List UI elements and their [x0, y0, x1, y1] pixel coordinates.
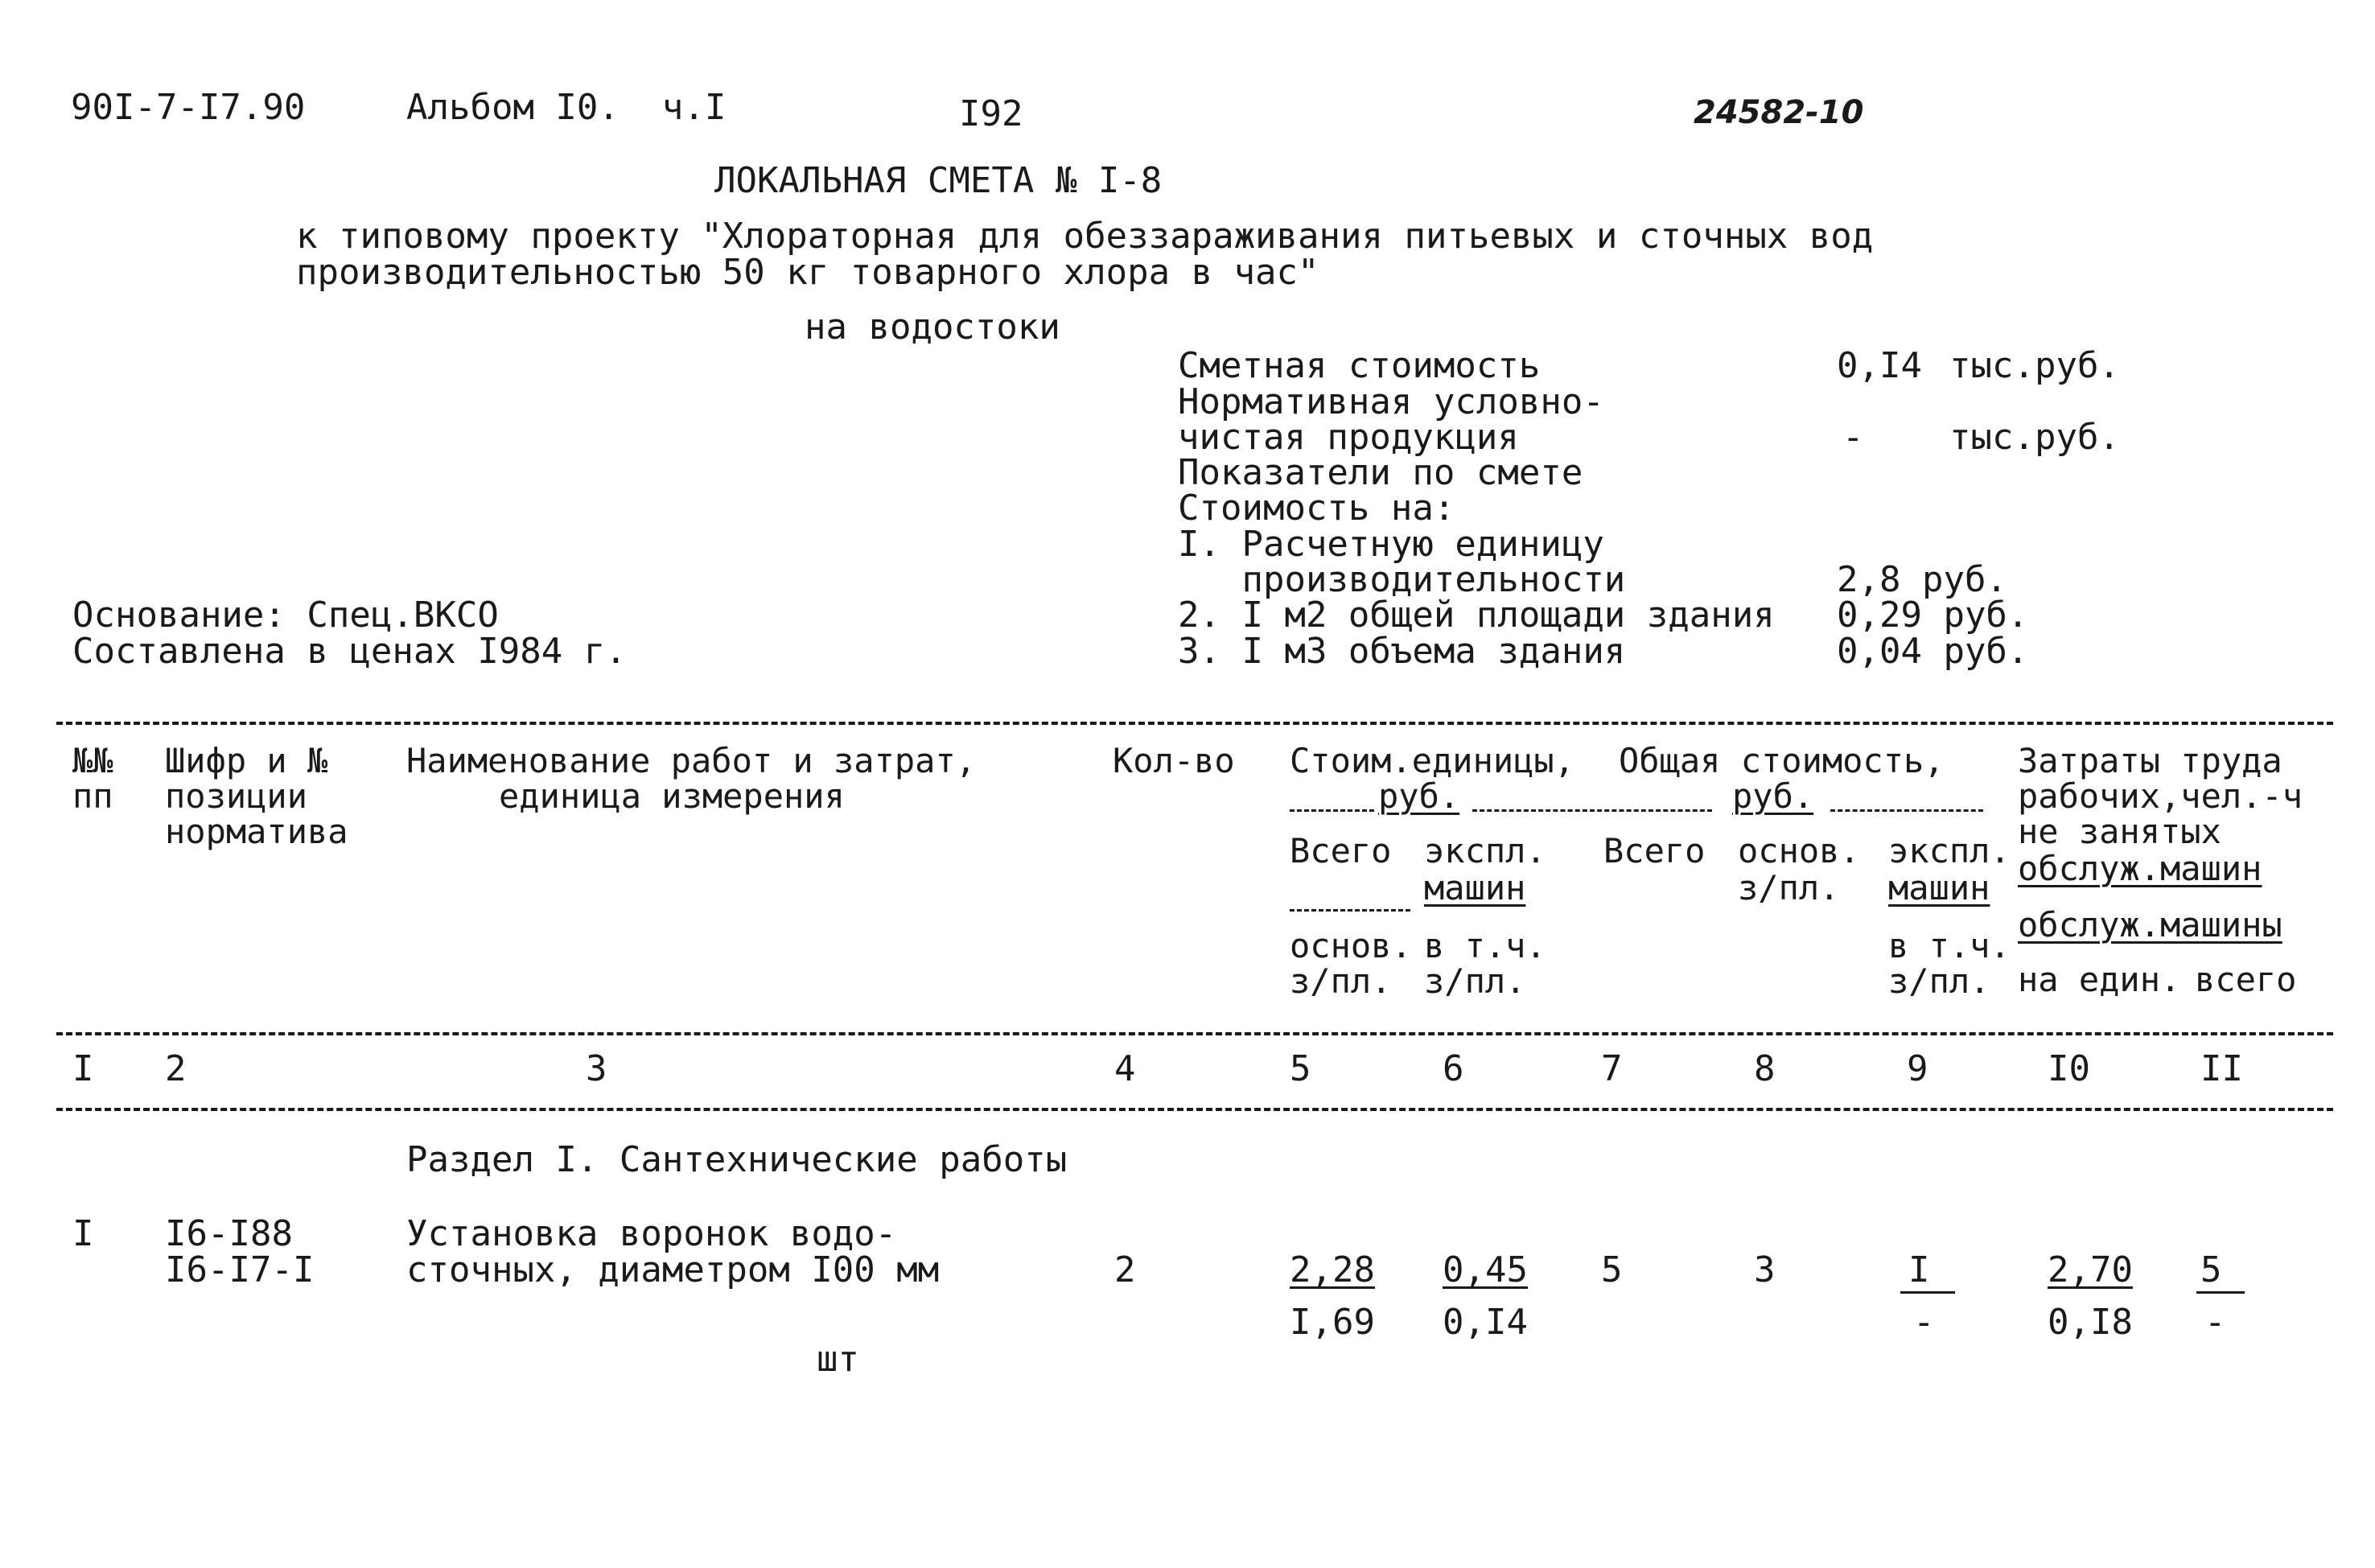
row-code: I6-I88 [165, 1213, 293, 1254]
header-num: пп [72, 776, 113, 816]
header-labor: не занятых [2018, 812, 2221, 851]
row-underline [1900, 1291, 1955, 1294]
project-code: 90I-7-I7.90 [71, 87, 306, 128]
column-number: 3 [586, 1048, 607, 1089]
header-rule [1290, 809, 1374, 812]
header-num: №№ [72, 741, 113, 780]
header-unit-cost: Стоим.единицы, [1290, 741, 1575, 780]
header-labor-serv: обслуж.машин [2018, 849, 2262, 888]
summary-label: Сметная стоимость [1178, 345, 1541, 386]
header-rule [1290, 909, 1410, 912]
summary-value: 0,29 руб. [1837, 595, 2029, 636]
summary-label: 2. I м2 общей площади здания [1178, 595, 1775, 636]
row-unit-cost-wage: I,69 [1290, 1302, 1375, 1343]
prices-year-line: Составлена в ценах I984 г. [72, 631, 627, 672]
summary-label: чистая продукция [1178, 417, 1519, 458]
column-number: 2 [165, 1048, 187, 1089]
header-unit-cost-rub: руб. [1378, 776, 1460, 816]
header-rule [1472, 809, 1712, 812]
summary-label: Стоимость на: [1178, 488, 1455, 529]
object-name: на водостоки [805, 307, 1060, 348]
table-top-rule [56, 722, 2333, 725]
header-total-cost: Общая стоимость, [1619, 741, 1945, 780]
row-labor-serv-per-unit: 0,I8 [2048, 1302, 2133, 1343]
header-c6-wage: в т.ч. [1424, 926, 1546, 965]
row-code: I6-I7-I [165, 1249, 315, 1290]
header-c9-wage: в т.ч. [1888, 926, 2011, 965]
row-labor-per-unit: 2,70 [2048, 1249, 2133, 1290]
numbers-bottom-rule [56, 1108, 2333, 1111]
column-number: 8 [1754, 1048, 1776, 1089]
header-code: норматива [165, 812, 348, 851]
header-labor: рабочих,чел.-ч [2018, 776, 2303, 816]
header-labor-per-unit: на един. [2018, 960, 2181, 999]
subtitle-line-1: к типовому проекту "Хлораторная для обеззараживания питьевых и сточных вод [296, 216, 1874, 257]
row-labor-serv-total: - [2204, 1302, 2226, 1343]
summary-value: 0,04 руб. [1837, 631, 2029, 672]
header-c9-mach: машин [1888, 868, 1990, 907]
header-labor-serv: обслуж.машины [2018, 905, 2282, 945]
summary-label: Показатели по смете [1178, 452, 1583, 493]
header-labor-total: всего [2195, 960, 2297, 999]
summary-value: - [1842, 417, 1864, 458]
row-total-wage: 3 [1754, 1249, 1776, 1290]
header-total-cost-rub: руб. [1732, 776, 1814, 816]
header-c9-mach: экспл. [1888, 831, 2011, 870]
row-unit-cost-mach-wage: 0,I4 [1443, 1302, 1528, 1343]
row-underline [2196, 1291, 2245, 1294]
header-c6-mach: машин [1424, 868, 1526, 907]
header-code: позиции [165, 776, 308, 816]
row-total-mach: I [1908, 1249, 1930, 1290]
summary-unit: тыс.руб. [1949, 417, 2120, 458]
summary-label: Нормативная условно- [1178, 381, 1604, 422]
page-number: I92 [959, 93, 1023, 134]
basis-line: Основание: Спец.ВКСО [72, 595, 499, 636]
row-total-mach-wage: - [1913, 1302, 1935, 1343]
header-c6-mach: экспл. [1424, 831, 1546, 870]
summary-label: 3. I м3 объема здания [1178, 631, 1626, 672]
header-c6-wage: з/пл. [1424, 961, 1526, 1001]
header-c7-total: Всего [1603, 831, 1706, 870]
row-qty: 2 [1114, 1249, 1136, 1290]
column-number: I [72, 1048, 94, 1089]
row-unit: шт [817, 1339, 859, 1380]
summary-label: I. Расчетную единицу [1178, 524, 1604, 565]
column-number: 6 [1443, 1048, 1464, 1089]
album-label: Альбом I0. ч.I [406, 87, 726, 128]
summary-value: 0,I4 [1837, 345, 1922, 386]
summary-label: производительности [1178, 559, 1626, 600]
row-total-cost: 5 [1601, 1249, 1623, 1290]
header-name: Наименование работ и затрат, [406, 741, 977, 780]
row-labor-total: 5 [2200, 1249, 2222, 1290]
header-c5-total: Всего [1290, 831, 1392, 870]
header-bottom-rule [56, 1032, 2333, 1035]
header-name: единица измерения [499, 776, 845, 816]
doc-number: 24582-10 [1694, 94, 1864, 131]
column-number: 7 [1601, 1048, 1623, 1089]
header-code: Шифр и № [165, 741, 328, 780]
summary-value: 2,8 руб. [1837, 559, 2007, 600]
header-c5-wage: з/пл. [1290, 961, 1392, 1001]
row-unit-cost-total: 2,28 [1290, 1249, 1375, 1290]
subtitle-line-2: производительностью 50 кг товарного хлора в час" [296, 252, 1319, 293]
section-title: Раздел I. Сантехнические работы [406, 1139, 1068, 1180]
row-name: Установка воронок водо- [406, 1213, 897, 1254]
header-c9-wage: з/пл. [1888, 961, 1990, 1001]
row-number: I [72, 1213, 94, 1254]
column-number: 9 [1907, 1048, 1928, 1089]
document-title: ЛОКАЛЬНАЯ СМЕТА № I-8 [714, 160, 1163, 201]
header-c8-wage: з/пл. [1738, 868, 1840, 907]
summary-unit: тыс.руб. [1949, 345, 2120, 386]
column-number: 5 [1290, 1048, 1311, 1089]
column-number: I0 [2048, 1048, 2090, 1089]
header-c5-wage: основ. [1290, 926, 1412, 965]
header-c8-wage: основ. [1738, 831, 1860, 870]
header-rule [1830, 809, 1983, 812]
row-name: сточных, диаметром I00 мм [406, 1249, 940, 1290]
column-number: II [2200, 1048, 2243, 1089]
row-unit-cost-mach: 0,45 [1443, 1249, 1528, 1290]
header-labor: Затраты труда [2018, 741, 2282, 780]
column-number: 4 [1114, 1048, 1136, 1089]
header-qty: Кол-во [1113, 741, 1235, 780]
